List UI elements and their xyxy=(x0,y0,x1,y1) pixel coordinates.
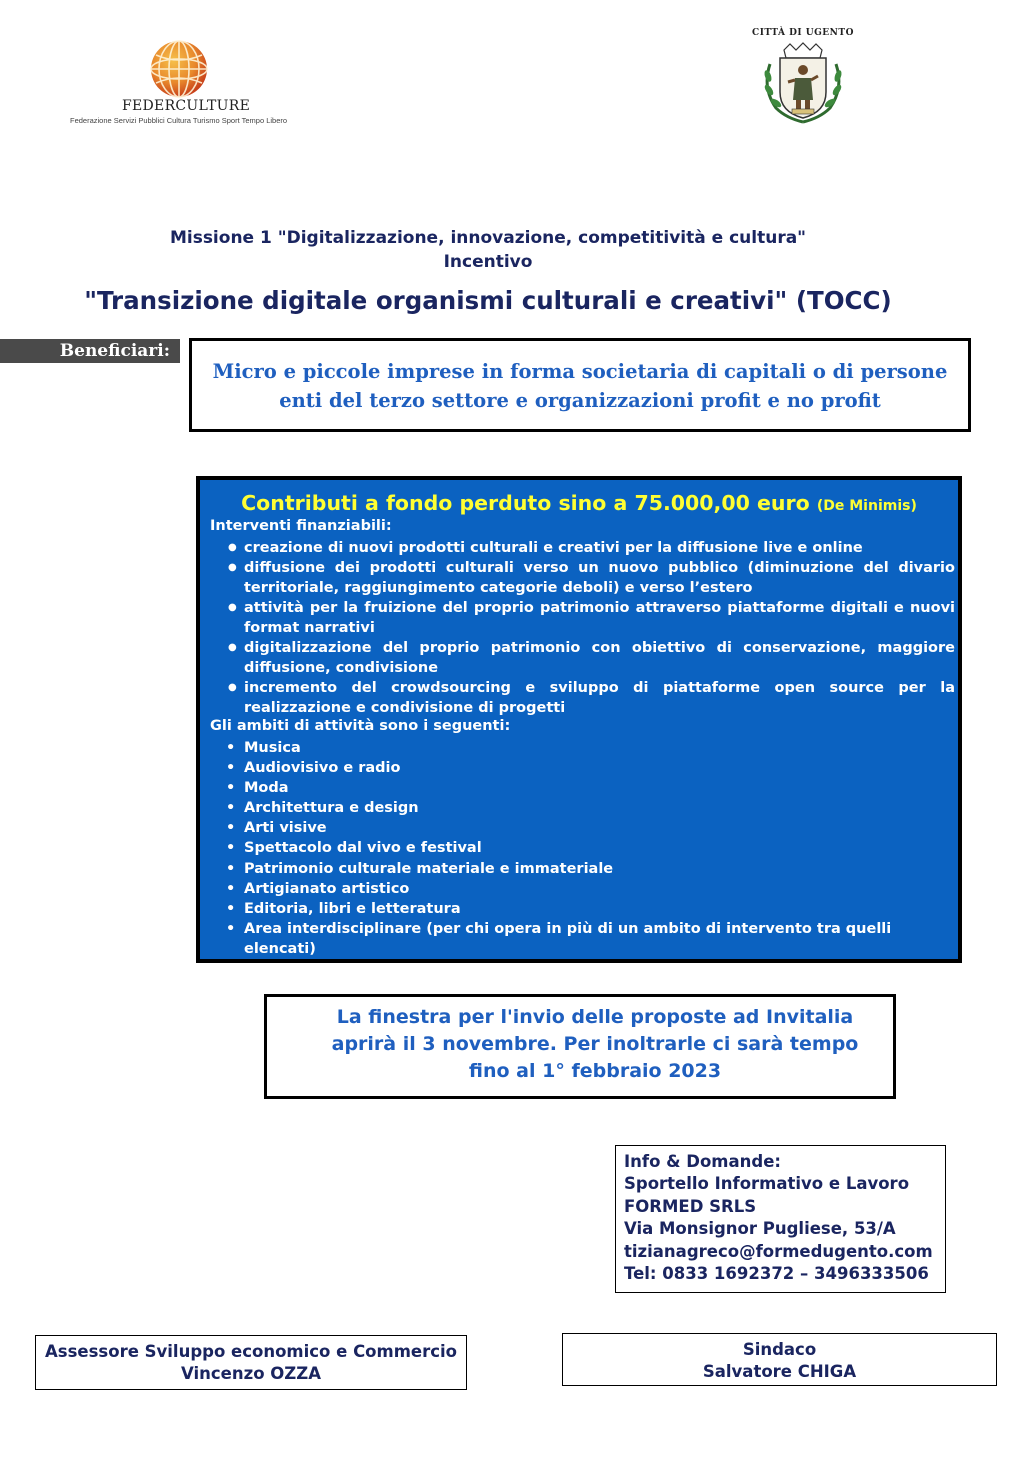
bullet-icon: • xyxy=(226,740,236,756)
list-item: ● attività per la fruizione del proprio patrimonio attraverso piattaforme digitali e nuovi format narrativi xyxy=(228,600,955,636)
bullet-icon: ● xyxy=(228,642,237,653)
beneficiari-line: Micro e piccole imprese in forma societaria di capitali o di persone xyxy=(212,360,948,383)
bullet-icon: ● xyxy=(228,682,237,693)
assessore-box xyxy=(35,1335,467,1390)
list-item: ● creazione di nuovi prodotti culturali e creativi per la diffusione live e online xyxy=(228,540,863,556)
sindaco-role: Sindaco xyxy=(742,1340,817,1359)
de-minimis-note: (De Minimis) xyxy=(816,498,917,514)
bullet-icon: ● xyxy=(228,562,237,573)
bullet-icon: ● xyxy=(228,602,237,613)
bullet-icon: ● xyxy=(228,542,237,553)
contributi-headline xyxy=(200,491,958,515)
finestra-text xyxy=(267,1004,893,1085)
federculture-name: FEDERCULTURE xyxy=(122,98,251,114)
list-item: • Artigianato artistico xyxy=(210,879,955,899)
finestra-line: La finestra per l'invio delle proposte ad Invitalia xyxy=(336,1006,854,1028)
list-item: • Moda xyxy=(210,778,955,798)
sindaco-box xyxy=(562,1333,997,1386)
beneficiari-line: enti del terzo settore e organizzazioni profit e no profit xyxy=(279,389,881,412)
assessore-role: Assessore Sviluppo economico e Commercio xyxy=(44,1342,458,1361)
bullet-icon: • xyxy=(226,860,236,877)
bullet-icon: • xyxy=(226,880,236,897)
ugento-logo xyxy=(748,28,858,128)
ugento-title: CITTÀ DI UGENTO xyxy=(752,28,854,38)
bullet-icon: • xyxy=(226,800,236,817)
list-item: • Arti visive xyxy=(210,818,955,838)
bullet-icon: • xyxy=(226,920,236,937)
mission-heading xyxy=(0,226,976,274)
ambiti-title: Gli ambiti di attività sono i seguenti: xyxy=(210,718,511,734)
incentivo-label: Incentivo xyxy=(443,252,533,272)
federculture-globe-icon xyxy=(148,38,210,100)
info-title: Info & Domande: xyxy=(624,1152,781,1171)
list-item: • Architettura e design xyxy=(210,798,955,818)
finestra-line: fino al 1° febbraio 2023 xyxy=(468,1060,722,1082)
finestra-line: aprirà il 3 novembre. Per inoltrarle ci sarà tempo xyxy=(331,1033,859,1055)
info-phone: Tel: 0833 1692372 – 3496333506 xyxy=(624,1264,929,1284)
ambiti-list xyxy=(210,738,955,959)
federculture-subtitle: Federazione Servizi Pubblici Cultura Turismo Sport Tempo Libero xyxy=(70,116,288,125)
ugento-coat-of-arms-icon xyxy=(758,42,848,126)
info-lines xyxy=(624,1151,933,1285)
info-line: Sportello Informativo e Lavoro xyxy=(624,1174,910,1194)
assessore-signature xyxy=(36,1341,466,1385)
list-item: • Patrimonio culturale materiale e immateriale xyxy=(210,859,955,879)
bullet-icon: • xyxy=(226,760,236,777)
info-company: FORMED SRLS xyxy=(624,1196,757,1216)
assessore-name: Vincenzo OZZA xyxy=(180,1364,321,1383)
interventi-list xyxy=(210,538,955,718)
beneficiari-box xyxy=(189,338,971,432)
list-item: • Audiovisivo e radio xyxy=(210,758,955,778)
list-item: ● incremento del crowdsourcing e sviluppo di piattaforme open source per la realizzazione e condivisione di progetti xyxy=(228,680,955,716)
sindaco-name: Salvatore CHIGA xyxy=(702,1362,857,1381)
sindaco-signature xyxy=(563,1339,996,1383)
list-item: ● diffusione dei prodotti culturali verso un nuovo pubblico (diminuzione del divario territoriale, raggiungimento categorie deboli) e verso l’estero xyxy=(228,560,955,596)
info-box xyxy=(615,1145,946,1293)
list-item: • Musica xyxy=(210,738,955,758)
bullet-icon: • xyxy=(226,820,236,837)
list-item: • Area interdisciplinare (per chi opera in più di un ambito di intervento tra quelli elencati) xyxy=(226,920,892,957)
contributi-box xyxy=(196,476,962,963)
bullet-icon: • xyxy=(226,900,236,917)
mission-line: Missione 1 "Digitalizzazione, innovazione, competitività e cultura" xyxy=(169,228,807,248)
beneficiari-text xyxy=(192,357,968,415)
federculture-logo xyxy=(60,36,300,131)
list-item: • Editoria, libri e letteratura xyxy=(210,899,955,919)
interventi-title: Interventi finanziabili: xyxy=(210,518,392,534)
info-email: tizianagreco@formedugento.com xyxy=(624,1241,933,1261)
contributi-amount: Contributi a fondo perduto sino a 75.000,00 euro xyxy=(241,491,810,515)
beneficiari-label: Beneficiari: xyxy=(0,339,180,363)
finestra-box xyxy=(264,994,896,1099)
bullet-icon: • xyxy=(226,780,236,797)
info-address: Via Monsignor Pugliese, 53/A xyxy=(624,1219,896,1239)
list-item: • Spettacolo dal vivo e festival xyxy=(210,838,955,858)
bullet-icon: • xyxy=(226,840,236,857)
page-title: "Transizione digitale organismi culturali e creativi" (TOCC) xyxy=(84,286,892,315)
list-item: ● digitalizzazione del proprio patrimonio con obiettivo di conservazione, maggiore diffusione, condivisione xyxy=(228,640,955,676)
